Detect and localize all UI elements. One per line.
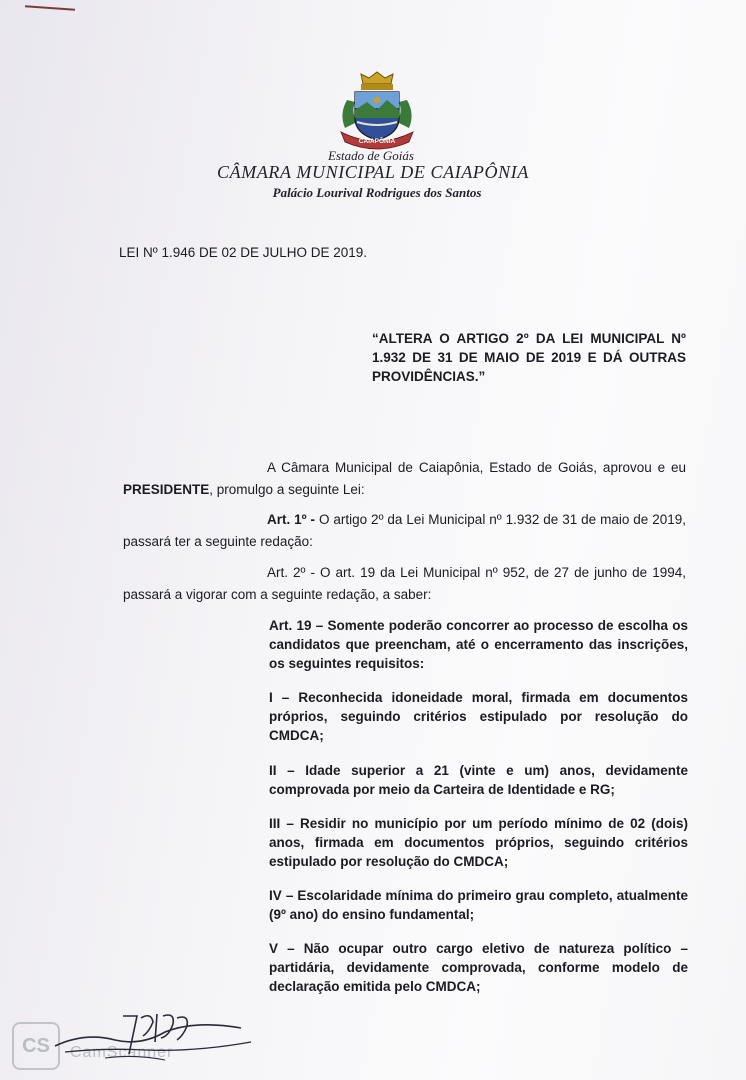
article-1-label: Art. 1º - [267, 512, 316, 527]
preamble-bold: PRESIDENTE [123, 482, 210, 497]
preamble-text: A Câmara Municipal de Caiapônia, Estado de Goiás, aprovou e eu [267, 460, 686, 475]
article-2-text: Art. 2º - O art. 19 da Lei Municipal nº 952, de 27 de junho de 1994, passará a vigorar com a seguinte redação, a saber: [123, 565, 686, 602]
law-summary: “ALTERA O ARTIGO 2º DA LEI MUNICIPAL Nº 1.932 DE 31 DE MAIO DE 2019 E DÁ OUTRAS PROVIDÊNCIAS.” [372, 331, 686, 384]
article-2-paragraph [123, 562, 686, 606]
preamble-paragraph [123, 457, 686, 501]
law-title: LEI Nº 1.946 DE 02 DE JULHO DE 2019. [119, 245, 368, 260]
requirement-item: IV – Escolaridade mínima do primeiro grau completo, atualmente (9º ano) do ensino fundamental; [269, 888, 688, 922]
requirement-item: II – Idade superior a 21 (vinte e um) anos, devidamente comprovada por meio da Carteira de Identidade e RG; [269, 763, 688, 797]
requirement-item: I – Reconhecida idoneidade moral, firmada em documentos próprios, seguindo critérios estipulado por resolução do CMDCA; [269, 690, 688, 743]
header-palace: Palácio Lourival Rodrigues dos Santos [272, 185, 482, 200]
requirement-item: III – Residir no município por um período mínimo de 02 (dois) anos, firmada em documentos próprios, seguindo critérios estipulado por resolução do CMDCA; [269, 816, 688, 869]
header-chamber: CÂMARA MUNICIPAL DE CAIAPÔNIA [217, 162, 529, 182]
article-1-text: O artigo 2º da Lei Municipal nº 1.932 de 31 de maio de 2019, passará ter a seguinte redação: [123, 512, 687, 549]
article-1-paragraph [123, 509, 686, 553]
requirement-item: V – Não ocupar outro cargo eletivo de natureza político – partidária, devidamente comprovada, conforme modelo de declaração emitida pelo CMDCA; [269, 941, 688, 994]
header-state: Estado de Goiás [328, 148, 414, 163]
preamble-end: , promulgo a seguinte Lei: [209, 482, 365, 497]
camscanner-badge: CS [12, 1022, 60, 1070]
signature-icon [45, 1002, 265, 1072]
svg-text:CAIAPÔNIA: CAIAPÔNIA [358, 138, 396, 145]
article-19-caput: Art. 19 – Somente poderão concorrer ao processo de escolha os candidatos que preencham, até o encerramento das inscrições, os seguintes requisitos: [269, 618, 688, 671]
camscanner-text: CamScanner [70, 1044, 174, 1061]
pen-mark [25, 5, 75, 10]
municipal-crest-icon [333, 70, 421, 152]
